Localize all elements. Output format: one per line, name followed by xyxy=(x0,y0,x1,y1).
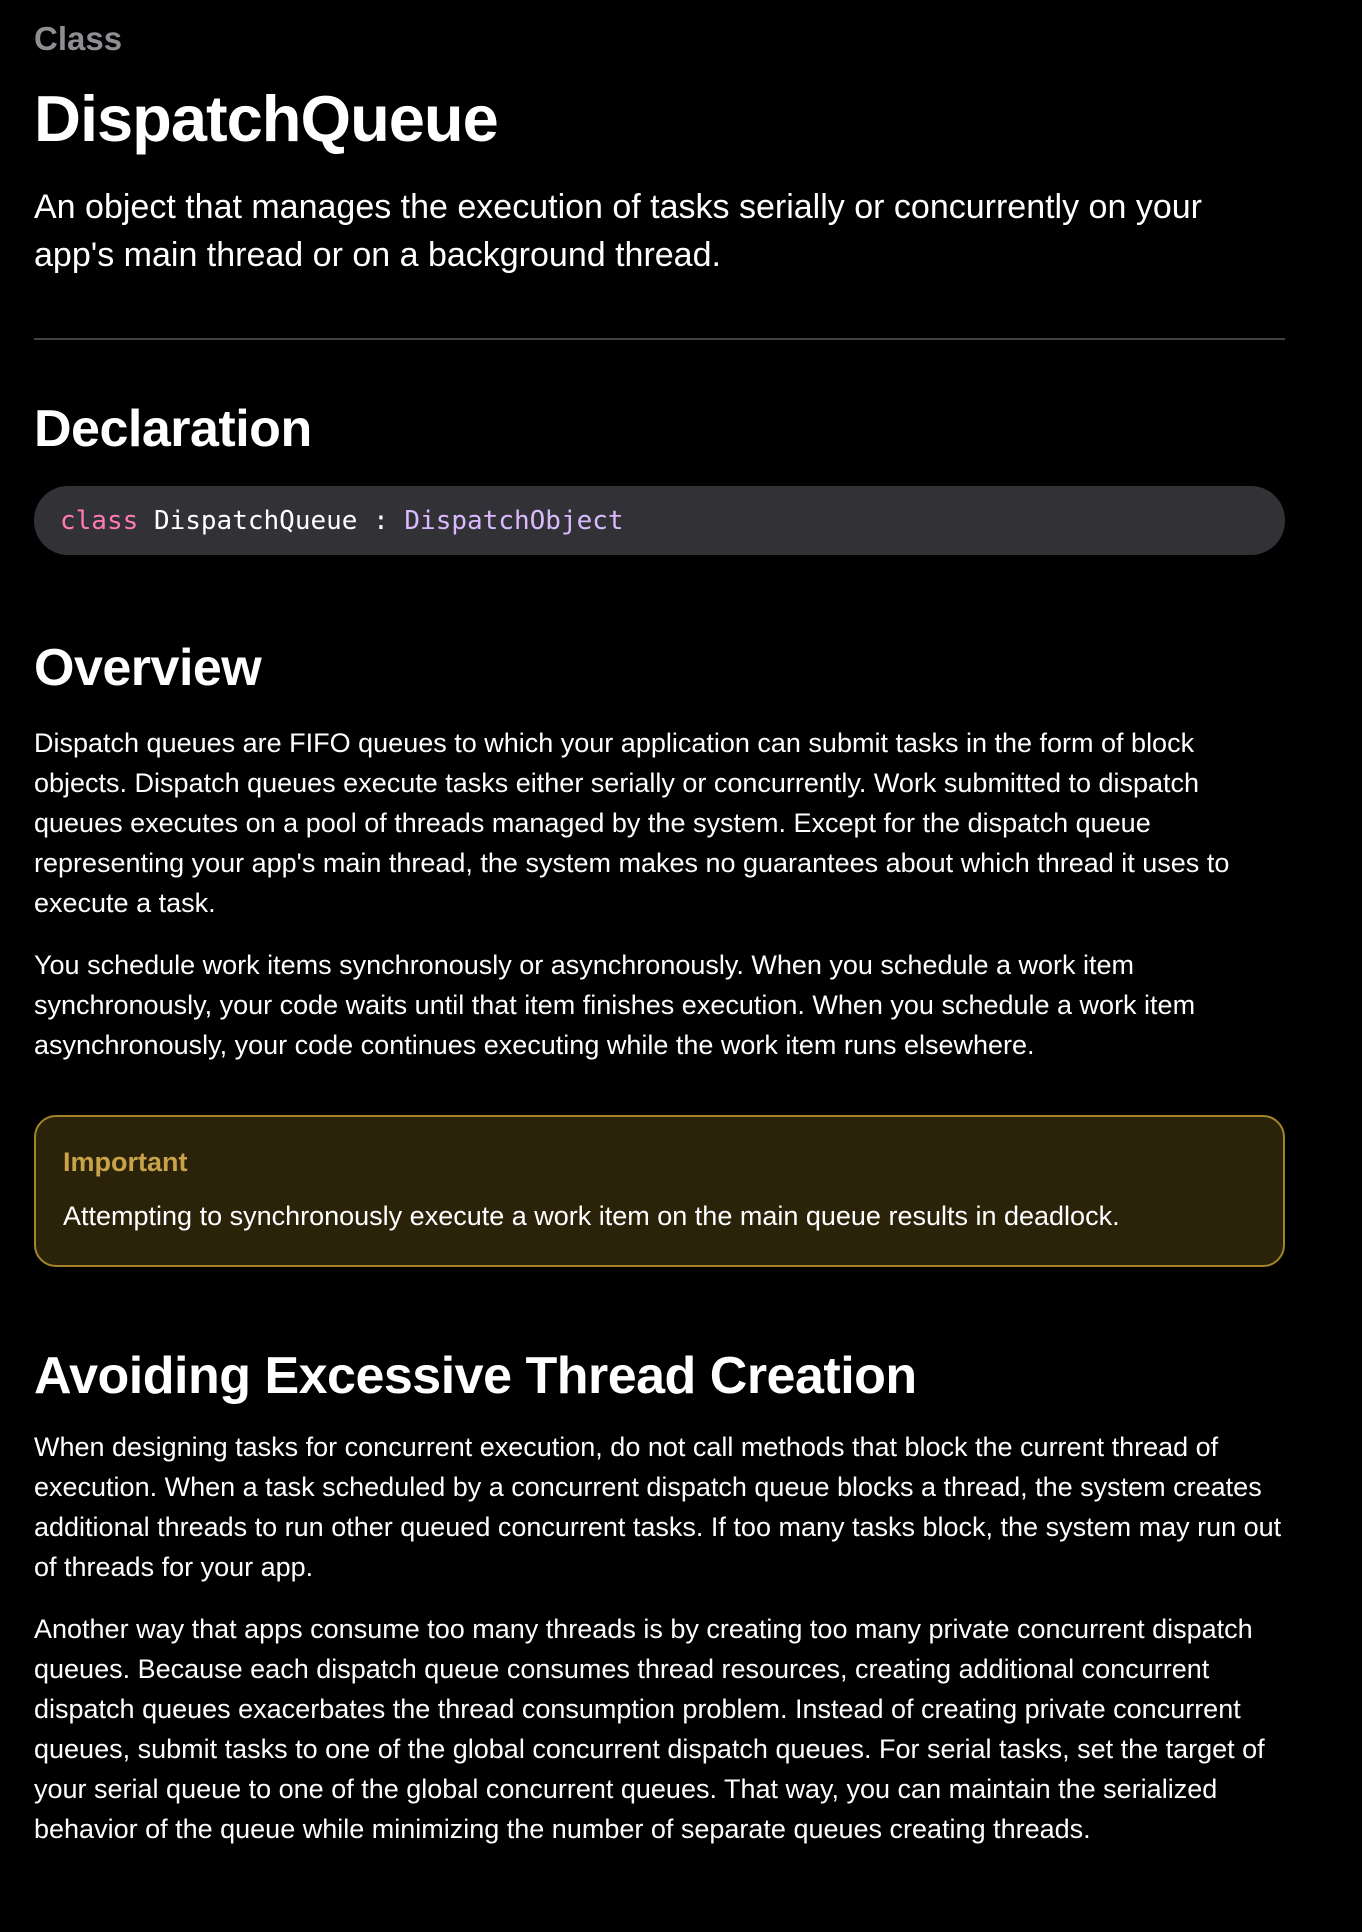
declaration-heading: Declaration xyxy=(34,400,312,458)
code-superclass-link[interactable]: DispatchObject xyxy=(404,505,624,536)
avoiding-thread-creation-heading: Avoiding Excessive Thread Creation xyxy=(34,1347,917,1405)
important-callout-label: Important xyxy=(63,1147,188,1177)
declaration-code-block xyxy=(34,486,1285,555)
abstract: An object that manages the execution of tasks serially or concurrently on your app's main thread or on a background thread. xyxy=(34,188,1202,274)
avoiding-paragraph: When designing tasks for concurrent execution, do not call methods that block the current thread of execution. When a task scheduled by a concurrent dispatch queue blocks a thread, the system creates additional threads to run other queued concurrent tasks. If too many tasks block, the system may run out of threads for your app. xyxy=(34,1432,1282,1582)
important-callout xyxy=(34,1115,1285,1267)
overview-heading: Overview xyxy=(34,639,262,697)
code-type-name: DispatchQueue xyxy=(153,505,358,536)
overview-paragraph: Dispatch queues are FIFO queues to which your application can submit tasks in the form of block objects. Dispatch queues execute tasks either serially or concurrently. Work submitted to dispatch queues executes on a pool of threads managed by the system. Except for the dispatch queue representing your app's main thread, the system makes no guarantees about which thread it uses to execute a task. xyxy=(34,728,1230,918)
symbol-kind-eyebrow: Class xyxy=(34,20,123,57)
page-title: DispatchQueue xyxy=(34,82,498,155)
code-separator: : xyxy=(373,505,389,536)
avoiding-paragraph: Another way that apps consume too many threads is by creating too many private concurrent dispatch queues. Because each dispatch queue consumes thread resources, creating additional concurrent dispatch queues exacerbates the thread consumption problem. Instead of creating private concurrent queues, submit tasks to one of the global concurrent dispatch queues. For serial tasks, set the target of your serial queue to one of the global concurrent queues. That way, you can maintain the serialized behavior of the queue while minimizing the number of separate queues creating threads. xyxy=(34,1614,1265,1844)
divider xyxy=(34,338,1285,340)
important-callout-text: Attempting to synchronously execute a work item on the main queue results in deadlock. xyxy=(63,1201,1120,1231)
overview-paragraph: You schedule work items synchronously or asynchronously. When you schedule a work item synchronously, your code waits until that item finishes execution. When you schedule a work item asynchronously, your code continues executing while the work item runs elsewhere. xyxy=(34,950,1196,1060)
code-keyword: class xyxy=(60,505,139,536)
